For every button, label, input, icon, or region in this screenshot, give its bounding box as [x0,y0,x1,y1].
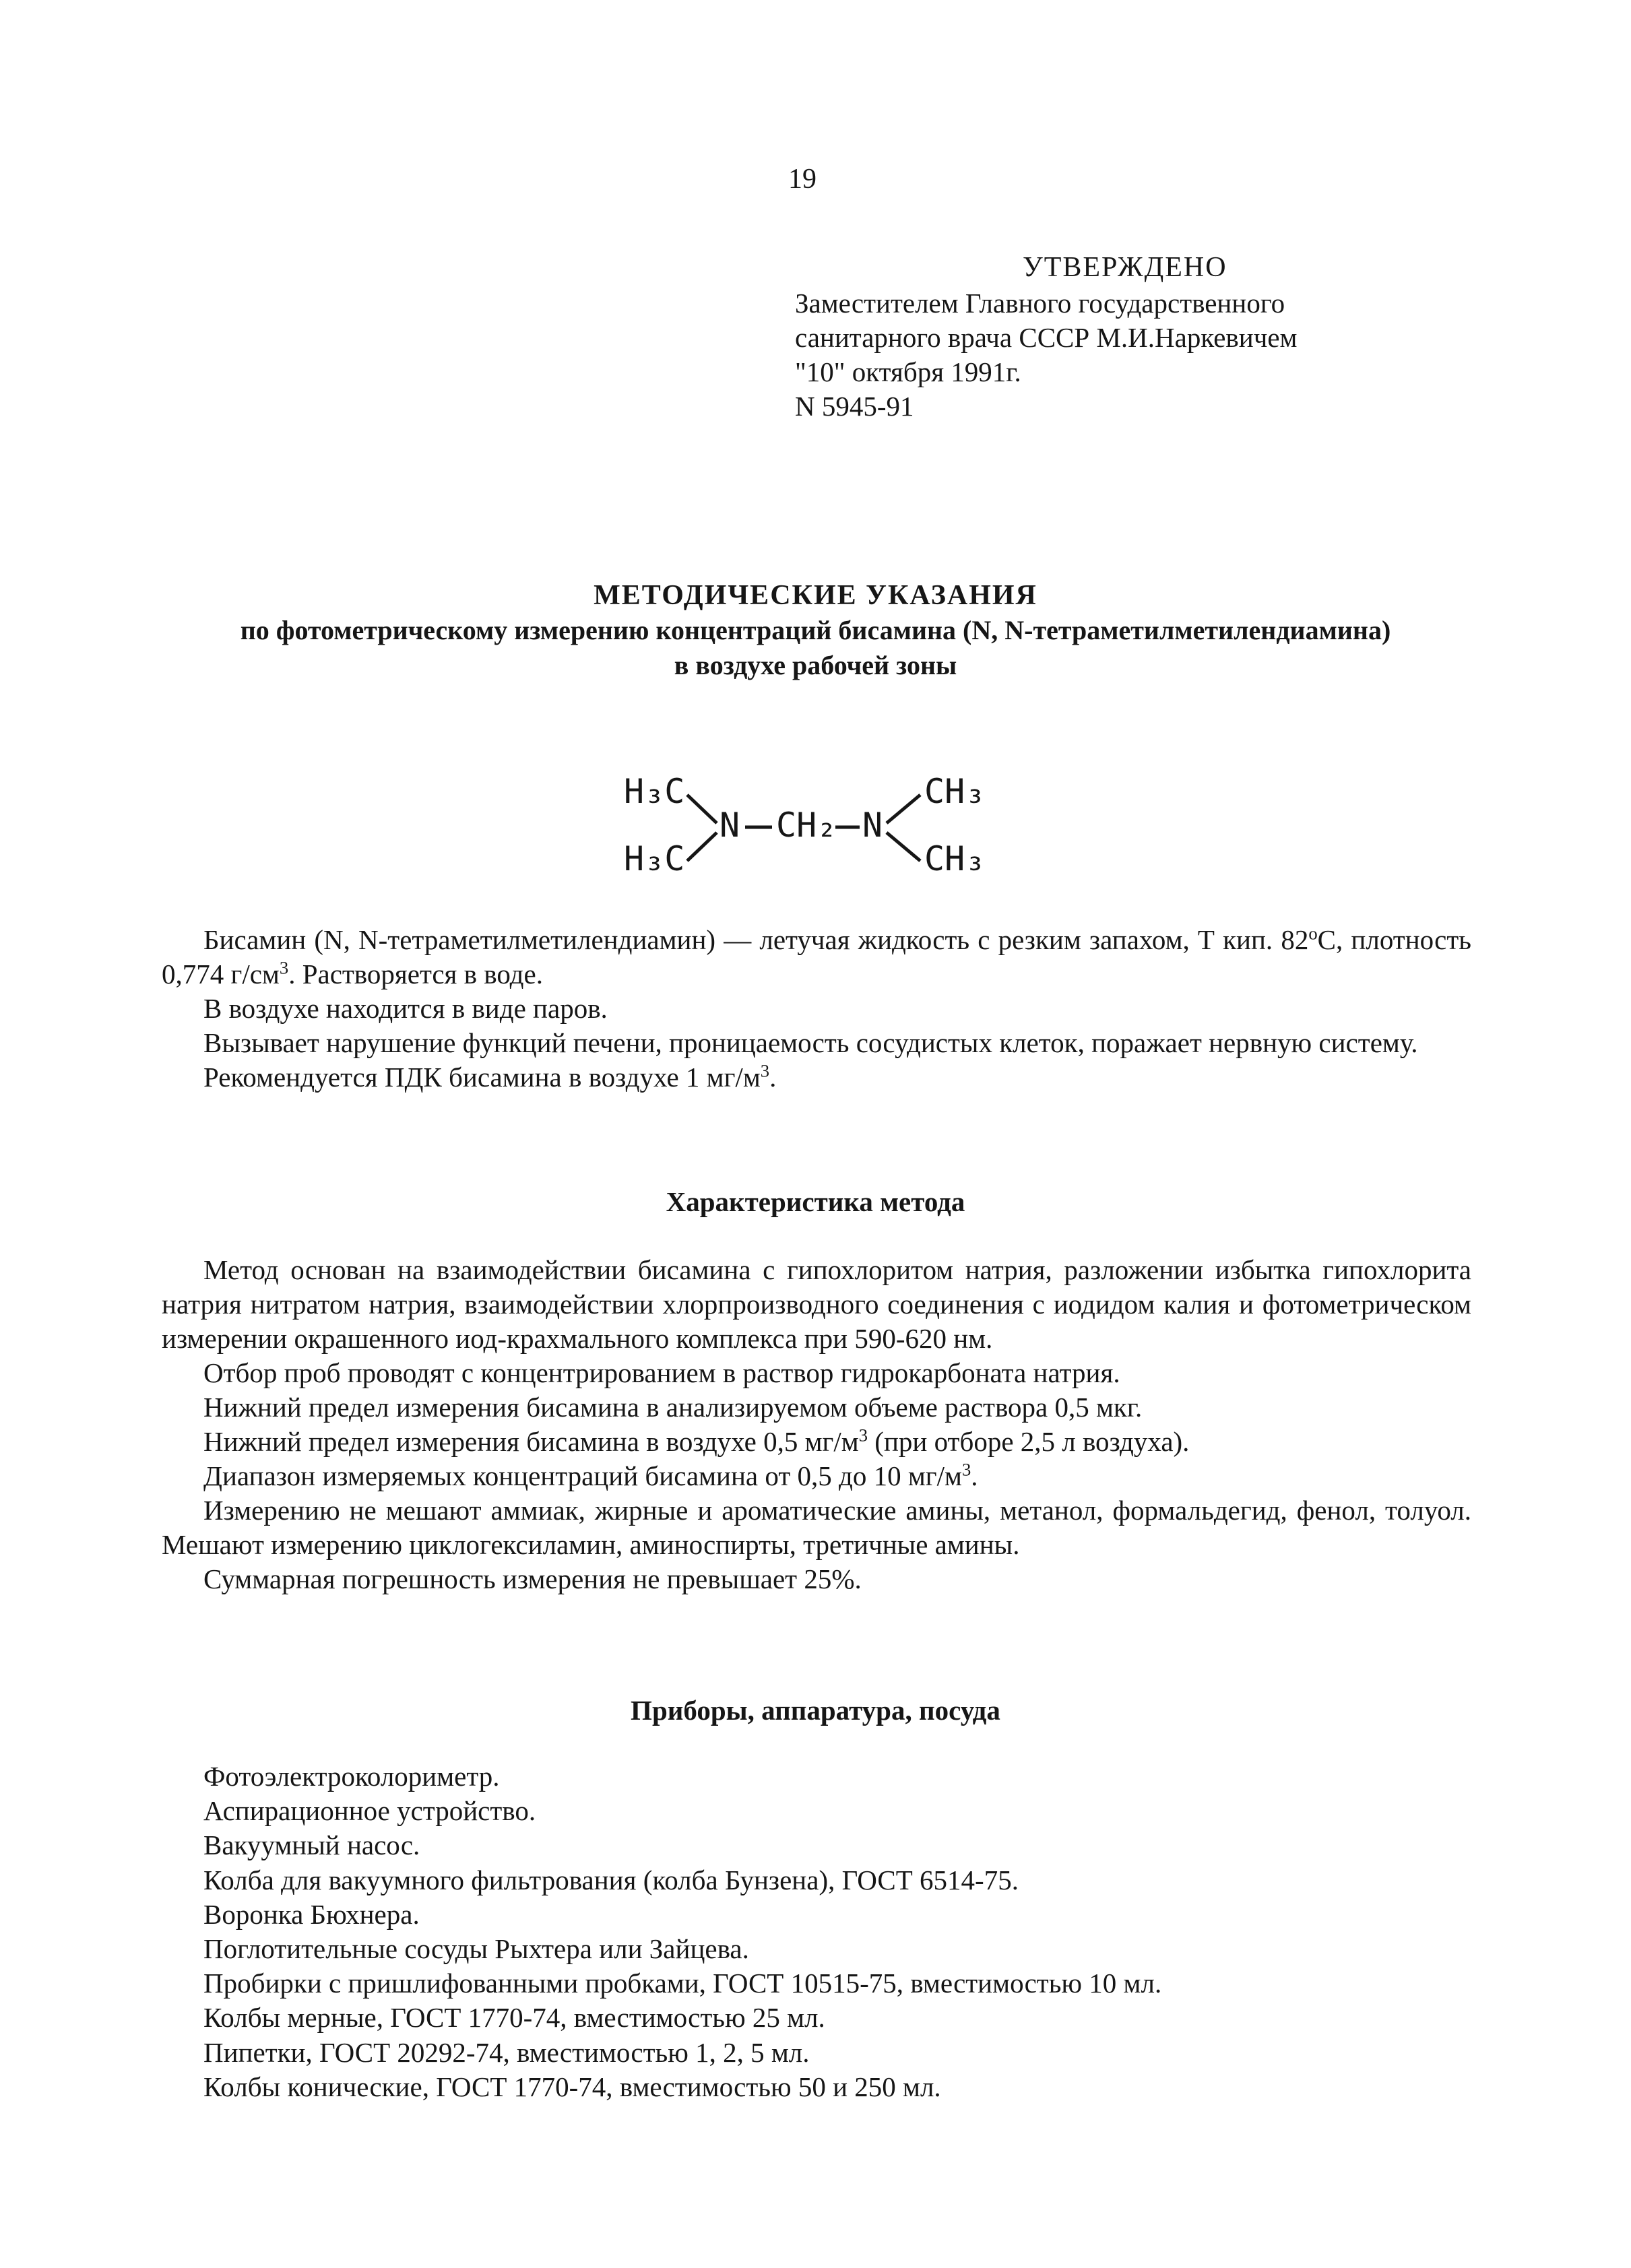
formula-ch3-bottom: CH₃ [924,839,986,878]
method-paragraph: Метод основан на взаимодействии бисамина с гипохлоритом натрия, разложении избытка гипохлорита натрия нитратом натрия, взаимодействии хлорпроизводного соединения с иодидом калия и фотометрическом измерении окрашенного иод-крахмального комплекса при 590-620 нм. [162,1254,1471,1354]
title-subtitle-2: в воздухе рабочей зоны [674,650,957,680]
method-section [162,1253,1471,1596]
intro-paragraph: Рекомендуется ПДК бисамина в воздухе 1 $мг/м^3$. [203,1060,777,1093]
title-main: МЕТОДИЧЕСКИЕ УКАЗАНИЯ [594,580,1037,611]
approval-line: санитарного врача СССР М.И.Наркевичем [795,322,1298,353]
equipment-item: Вакуумный насос. [203,1829,420,1861]
intro-section [162,923,1471,1095]
page-number: 19 [788,164,817,195]
formula-n-right: N [862,806,883,845]
intro-paragraph: В воздухе находится в виде паров. [203,993,608,1024]
equipment-item: Фотоэлектроколориметр. [203,1761,500,1792]
equipment-item: Колбы мерные, ГОСТ 1770-74, вместимостью 25 мл. [203,2002,825,2034]
method-paragraph: Суммарная погрешность измерения не превышает 25%. [203,1563,862,1594]
formula-n-left: N [719,806,740,845]
section-heading-equipment: Приборы, аппаратура, посуда [631,1695,1000,1726]
approval-block [795,251,1298,424]
method-paragraph: Нижний предел измерения бисамина в анализируемом объеме раствора 0,5 мкг. [203,1392,1143,1423]
equipment-item: Пробирки с пришлифованными пробками, ГОСТ 10515-75, вместимостью 10 мл. [203,1968,1162,1999]
approval-number: N 5945-91 [795,391,914,422]
method-paragraph: Измерению не мешают аммиак, жирные и ароматические амины, метанол, формальдегид, фенол, толуол. Мешают измерению циклогексиламин, аминоспирты, третичные амины. [162,1495,1471,1560]
approval-date: "10" октября 1991г. [795,356,1021,387]
equipment-item: Воронка Бюхнера. [203,1898,420,1930]
formula-h3c-top: H₃C [624,772,685,811]
structural-formula [621,761,998,903]
intro-paragraph: Вызывает нарушение функций печени, проницаемость сосудистых клеток, поражает нервную систему. [203,1027,1418,1058]
section-heading-method: Характеристика метода [666,1186,965,1217]
equipment-item: Аспирационное устройство. [203,1795,536,1827]
equipment-item: Пипетки, ГОСТ 20292-74, вместимостью 1, 2, 5 мл. [203,2036,810,2068]
formula-ch3-top: CH₃ [924,772,986,811]
equipment-item: Поглотительные сосуды Рыхтера или Зайцева. [203,1933,749,1965]
formula-h3c-bottom: H₃C [624,839,685,878]
equipment-item: Колба для вакуумного фильтрования (колба Бунзена), ГОСТ 6514-75. [203,1864,1019,1896]
method-paragraph: Нижний предел измерения бисамина в воздухе 0,5 $мг/м^3$ (при отборе 2,5 л воздуха). [203,1425,1190,1457]
formula-ch2: CH₂ [776,806,837,845]
title-subtitle: по фотометрическому измерению концентраций бисамина (N, N-тетраметилметилендиамина) [240,615,1391,645]
intro-paragraph: Бисамин (N, N-тетраметилметилендиамин) — летучая жидкость с резким запахом, Т кип. $82^оС$, плотность 0,774 $г/см^3$. Растворяется в воде. [162,923,1471,990]
approval-title: УТВЕРЖДЕНО [1023,252,1227,283]
equipment-item: Колбы конические, ГОСТ 1770-74, вместимостью 50 и 250 мл. [203,2071,941,2102]
document-title [0,578,1631,683]
approval-line: Заместителем Главного государственного [795,288,1285,319]
method-paragraph: Отбор проб проводят с концентрированием в раствор гидрокарбоната натрия. [203,1357,1120,1388]
equipment-list [203,1759,1161,2104]
method-paragraph: Диапазон измеряемых концентраций бисамина от 0,5 до 10 $мг/м^3$. [203,1459,978,1491]
